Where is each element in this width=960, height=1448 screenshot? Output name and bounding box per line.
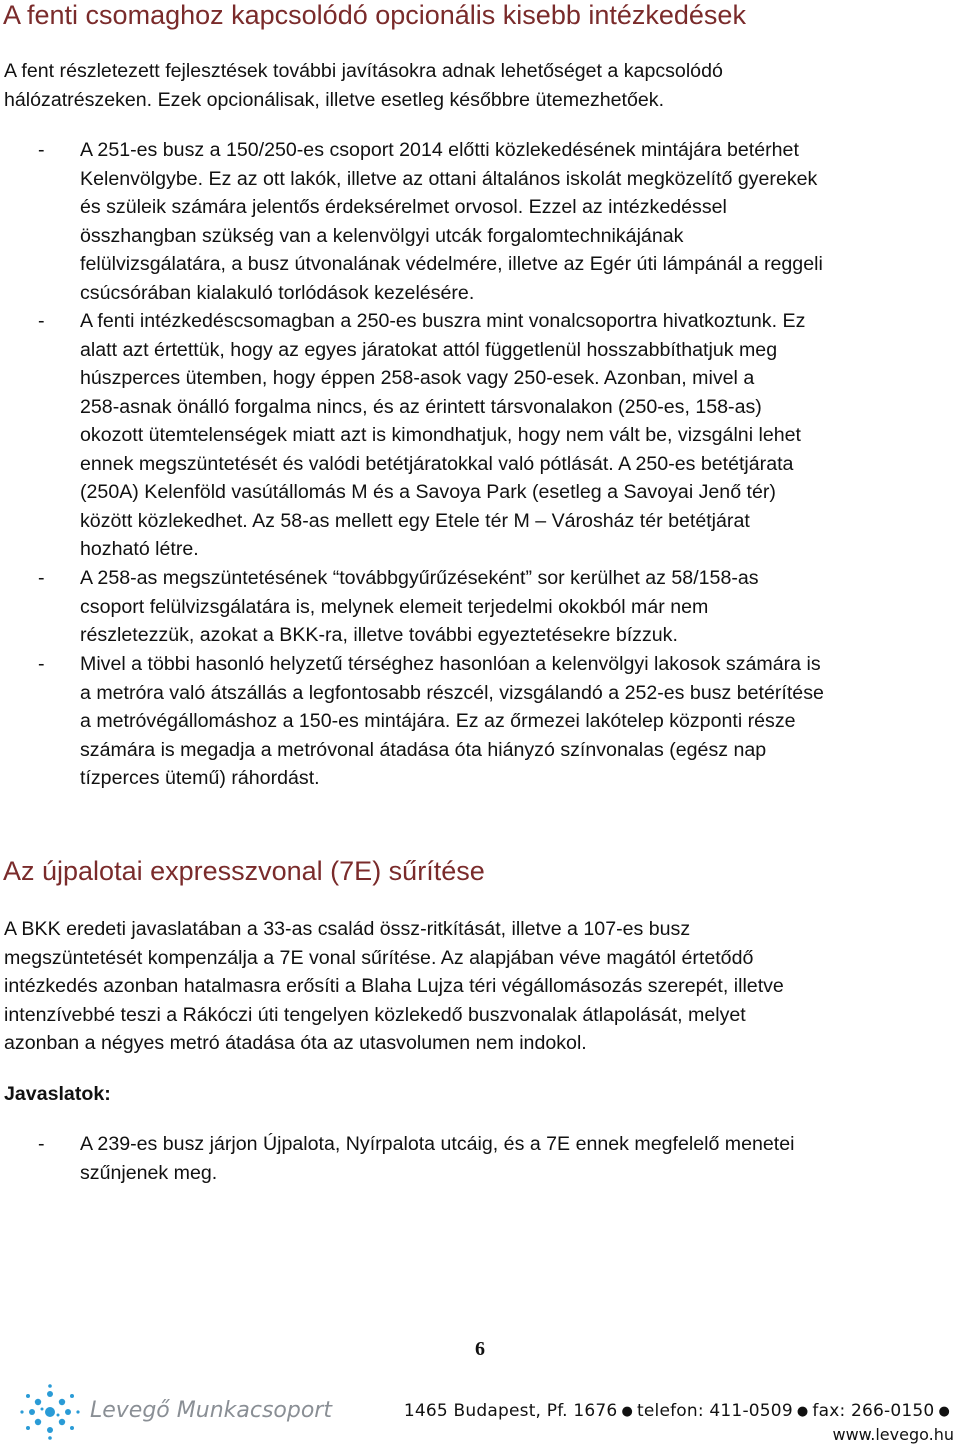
section-paragraph [4, 915, 954, 1058]
footer-phone: telefon: 411-0509 [637, 1401, 793, 1421]
logo-text: Levegő Munkacsoport [90, 1398, 332, 1423]
list-item-line: között közlekedhet. Az 58-as mellett egy Etele tér M – Városház tér betétjárat [80, 509, 750, 532]
list-item-line: csúcsórában kialakuló torlódások kezelésére. [80, 281, 475, 304]
list-item-line: szűnjenek meg. [80, 1161, 218, 1184]
list-item-line: a metróvégállomáshoz a 150-es mintájára. Ez az őrmezei lakótelep központi része [80, 710, 796, 732]
list-item-line: és szüleik számára jelentős érdeksérelmet orvosol. Ezzel az intézkedéssel [80, 196, 727, 218]
intro-paragraph [4, 57, 954, 114]
footer-address [404, 1401, 954, 1421]
list-item-line: A 251-es busz a 150/250-es csoport 2014 előtti közlekedésének mintájára betérhet [80, 139, 799, 161]
list-item-line: összhangban szükség van a kelenvölgyi utcák forgalomtechnikájának [80, 224, 684, 247]
intro-line: A fent részletezett fejlesztések további javításokra adnak lehetőséget a kapcsolódó [4, 60, 723, 82]
list-item-line: felülvizsgálatára, a busz útvonalának védelmére, illetve az Egér úti lámpánál a reggeli [80, 253, 823, 275]
list-item-line: A 258-as megszüntetésének “továbbgyűrűzéseként” sor kerülhet az 58/158-as [80, 567, 759, 589]
list-item-line: A 239-es busz járjon Újpalota, Nyírpalota utcáig, és a 7E ennek megfelelő menetei [80, 1133, 795, 1155]
intro-line: hálózatrészeken. Ezek opcionálisak, illetve esetleg későbbre ütemezhetőek. [4, 88, 665, 111]
footer-website-link[interactable]: www.levego.hu [832, 1425, 954, 1444]
list-item-line: a metróra való átszállás a legfontosabb részcél, vizsgálandó a 252-es busz betérítése [80, 681, 824, 704]
bullet-dash: - [38, 310, 45, 332]
bullet-dash: - [38, 653, 45, 675]
list-item-line: Mivel a többi hasonló helyzetű térséghez hasonlóan a kelenvölgyi lakosok számára is [80, 653, 821, 675]
list-item-line: számára is megadja a metróvonal átadása óta hiányzó színvonalas (egész nap [80, 738, 767, 761]
list-item-line: Kelenvölgybe. Ez az ott lakók, illetve az ottani általános iskolát megközelítő gyerekek [80, 167, 818, 190]
list-item-line: 258-asnak önálló forgalma nincs, és az érintett társvonalakon (250-es, 158-as) [80, 395, 762, 418]
list-item-line: részletezzük, azokat a BKK-ra, illetve további egyeztetésekre bízzuk. [80, 624, 678, 646]
section-heading: Az újpalotai expresszvonal (7E) sűrítése [3, 856, 485, 886]
bullet-dash: - [38, 1133, 45, 1155]
footer-postal: 1465 Budapest, Pf. 1676 [403, 1401, 618, 1421]
logo-mark-icon [18, 1382, 82, 1442]
paragraph-line: megszüntetését kompenzálja a 7E vonal sűrítése. Az alapjában véve magától értetődő [4, 946, 754, 969]
separator-dot-icon: ● [796, 1404, 809, 1419]
separator-dot-icon: ● [938, 1404, 950, 1419]
list-item-line: alatt azt értettük, hogy az egyes járatokat attól függetlenül hosszabbíthatjuk meg [80, 338, 778, 361]
paragraph-line: A BKK eredeti javaslatában a 33-as család össz-ritkítását, illetve a 107-es busz [4, 918, 691, 940]
bullet-dash: - [38, 139, 45, 161]
paragraph-line: azonban a négyes metró átadása óta az utasvolumen nem indokol. [4, 1032, 587, 1054]
list-item-line: hozható létre. [80, 538, 199, 560]
proposals-label: Javaslatok: [4, 1083, 111, 1105]
paragraph-line: intenzívebbé teszi a Rákóczi úti tengelyen közlekedő buszvonalak átlapolását, melyet [4, 1003, 746, 1026]
list-item-line: ennek megszüntetését és valódi betétjáratokkal való pótlását. A 250-es betétjárata [80, 452, 794, 475]
list-item-line: csoport felülvizsgálatára is, melynek elemeit terjedelmi okokból már nem [80, 595, 709, 618]
list-item-line: tízperces ütemű) ráhordást. [80, 767, 320, 789]
separator-dot-icon: ● [621, 1404, 633, 1419]
paragraph-line: intézkedés azonban hatalmasra erősíti a Blaha Lujza téri végállomásozás szerepét, illetve [4, 975, 784, 997]
list-item-line: A fenti intézkedéscsomagban a 250-es buszra mint vonalcsoportra hivatkoztunk. Ez [80, 310, 806, 332]
organization-logo [18, 1382, 332, 1442]
page-number: 6 [475, 1338, 485, 1360]
list-item-line: okozott ütemtelenségek miatt azt is kimondhatjuk, hogy nem vált be, vizsgálni lehet [80, 424, 801, 446]
bullet-dash: - [38, 567, 45, 589]
list-item-line: húszperces ütemben, hogy éppen 258-asok vagy 250-esek. Azonban, mivel a [80, 367, 755, 389]
list-item-line: (250A) Kelenföld vasútállomás M és a Savoya Park (esetleg a Savoyai Jenő tér) [80, 481, 776, 503]
footer-fax: fax: 266-0150 [812, 1401, 935, 1421]
section-heading: A fenti csomaghoz kapcsolódó opcionális kisebb intézkedések [3, 0, 746, 30]
